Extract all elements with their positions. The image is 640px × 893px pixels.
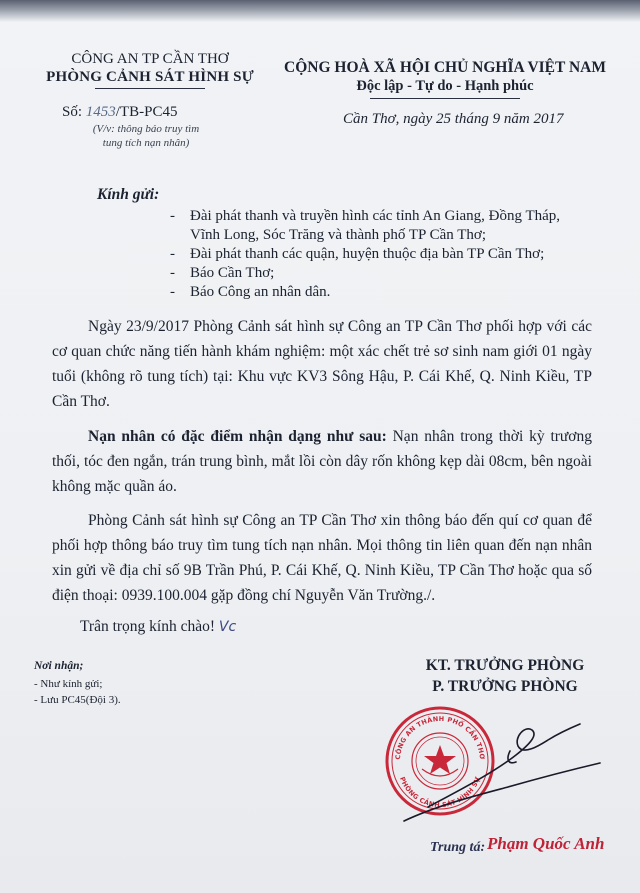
paragraph-contact: [52, 508, 592, 608]
doc-no-handwritten: 1453: [85, 104, 116, 120]
recipient-item: - Đài phát thanh các quận, huyện thuộc địa bàn TP Cần Thơ;: [170, 245, 590, 264]
recipient-item: - Báo Cần Thơ;: [170, 264, 590, 283]
issuing-agency: [30, 50, 270, 89]
subject-line-2: tung tích nạn nhân): [102, 137, 190, 149]
signer-line-2: P. TRƯỞNG PHÒNG: [432, 678, 578, 695]
cc-item: - Như kính gửi;: [34, 678, 103, 690]
nation-line-1: CỘNG HOÀ XÃ HỘI CHỦ NGHĨA VIỆT NAM: [284, 59, 606, 76]
nation-line-2: Độc lập - Tự do - Hạnh phúc: [356, 78, 534, 94]
agency-line-2: PHÒNG CẢNH SÁT HÌNH SỰ: [46, 69, 254, 85]
paragraph-incident-text: Ngày 23/9/2017 Phòng Cảnh sát hình sự Công an TP Cần Thơ phối hợp với các cơ quan chức năng tiến hành khám nghiệm: một xác chết trẻ sơ sinh nam giới 01 ngày tuổi (không rõ tung tích) tại: Khu vực KV3 Sông Hậu, P. Cái Khế, Q. Ninh Kiều, TP Cần Thơ.: [52, 318, 592, 410]
closing-initial: Vc: [218, 619, 237, 635]
description-lead: Nạn nhân có đặc điểm nhận dạng như sau:: [88, 428, 387, 445]
recipient-item: - Đài phát thanh và truyền hình các tỉnh An Giang, Đồng Tháp, Vĩnh Long, Sóc Trăng và thành phố TP Cần Thơ;: [170, 207, 590, 245]
document-number: [62, 104, 177, 121]
paragraph-contact-text: Phòng Cảnh sát hình sự Công an TP Cần Thơ xin thông báo đến quí cơ quan để phối hợp thông báo truy tìm tung tích nạn nhân. Mọi thông tin liên quan đến nạn nhân xin gửi về địa chỉ số 9B Trần Phú, P. Cái Khế, Q. Ninh Kiều, TP Cần Thơ hoặc qua số điện thoại: 0939.100.004 gặp đồng chí Nguyễn Văn Trường./.: [52, 512, 592, 604]
top-shadow: [0, 0, 640, 22]
closing: [80, 618, 236, 636]
doc-no-suffix: /TB-PC45: [115, 104, 178, 120]
signer-name: Phạm Quốc Anh: [487, 834, 605, 853]
signer-line-1: KT. TRƯỞNG PHÒNG: [425, 657, 585, 674]
nation-underline: [370, 98, 520, 99]
seal-text-top: CÔNG AN THÀNH PHỐ CẦN THƠ: [393, 714, 487, 760]
seal-text-bottom: PHÒNG CẢNH SÁT HÌNH SỰ: [398, 775, 482, 810]
paragraph-incident: [52, 314, 592, 414]
description-text: Nạn nhân trong thời kỳ trương thối, tóc đen ngắn, trán trung bình, mắt lồi còn dây rốn không kẹp dài 08cm, bên ngoài không mặc quần áo.: [52, 428, 593, 495]
recipient-list: [170, 207, 590, 302]
paragraph-description: [52, 424, 592, 499]
handwritten-signature-icon: [398, 715, 608, 825]
recipient-item: - Báo Công an nhân dân.: [170, 283, 590, 302]
greeting: Kính gửi:: [97, 186, 160, 203]
cc-item: - Lưu PC45(Đội 3).: [34, 694, 121, 706]
signer-title: [400, 655, 610, 697]
subject-line-1: (V/v: thông báo truy tìm: [92, 123, 200, 135]
cc-list: [34, 676, 121, 708]
closing-text: Trân trọng kính chào!: [80, 618, 216, 635]
national-motto: [270, 58, 620, 99]
agency-line-1: CÔNG AN TP CẦN THƠ: [71, 51, 229, 67]
place-date: Cần Thơ, ngày 25 tháng 9 năm 2017: [343, 111, 564, 127]
agency-underline: [95, 88, 205, 89]
signer-rank: Trung tá:: [430, 840, 486, 855]
doc-no-prefix: Số:: [62, 104, 83, 120]
document-subject: [56, 122, 236, 150]
cc-heading: Nơi nhận;: [34, 660, 84, 672]
